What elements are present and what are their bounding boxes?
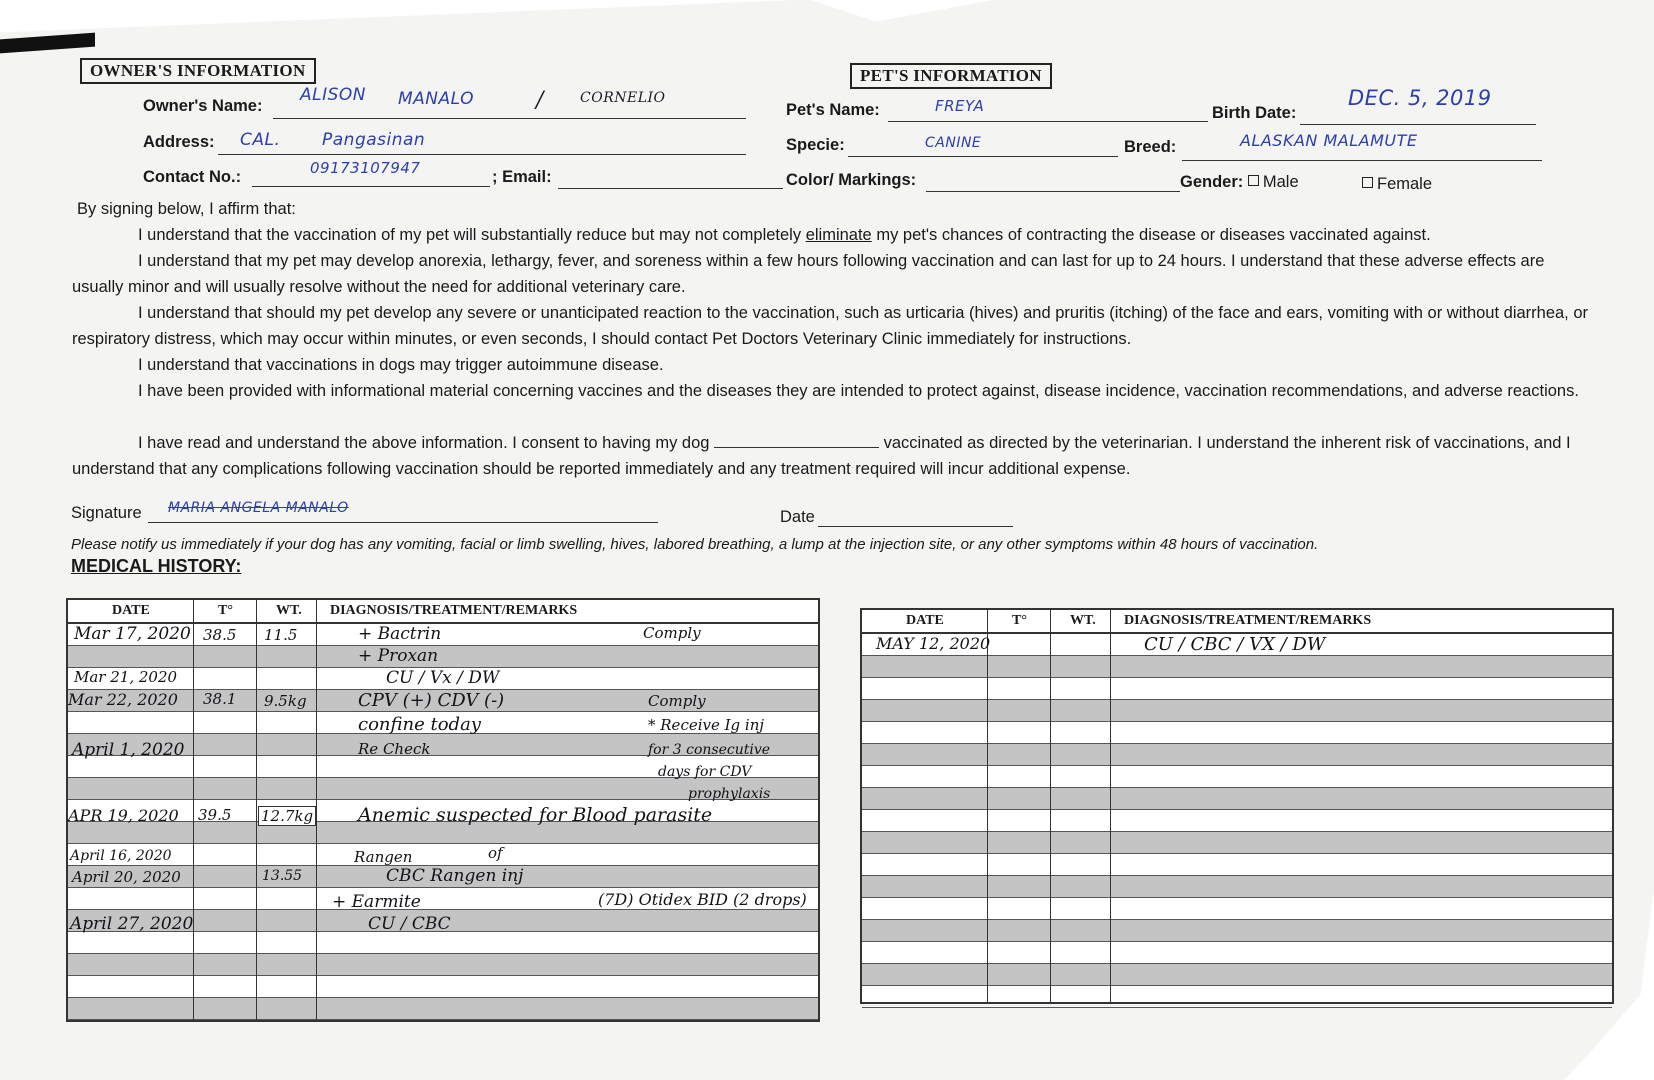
owner-name-line [273, 118, 746, 119]
column-divider [1110, 610, 1111, 1002]
email-line [558, 188, 783, 189]
entry-date: MAY 12, 2020 [876, 634, 991, 653]
column-divider [193, 600, 194, 1020]
pet-name-value: FREYA [935, 97, 985, 115]
entry-date: April 20, 2020 [72, 868, 181, 886]
column-divider [316, 600, 317, 1020]
email-label: ; Email: [492, 168, 552, 186]
specie-line [848, 156, 1118, 157]
entry-date: Mar 21, 2020 [74, 668, 178, 686]
entry-remarks: + Proxan [358, 646, 439, 666]
owner-section-title: OWNER'S INFORMATION [80, 58, 316, 84]
header-remarks: DIAGNOSIS/TREATMENT/REMARKS [1124, 613, 1372, 628]
medical-history-table-right [860, 608, 1614, 1004]
table-header [68, 600, 818, 624]
entry-weight: 13.55 [262, 868, 303, 884]
entry-remarks: Anemic suspected for Blood parasite [358, 804, 713, 826]
specie-value: CANINE [925, 135, 982, 151]
header-temp: T° [218, 603, 233, 618]
address-label: Address: [143, 133, 215, 151]
entry-note: prophylaxis [688, 786, 771, 802]
table-row [68, 646, 818, 668]
pet-section-title: PET'S INFORMATION [850, 63, 1052, 89]
table-row [68, 998, 818, 1020]
table-row [862, 744, 1612, 766]
entry-weight: 12.7kg [258, 806, 316, 826]
signature-label: Signature [71, 504, 142, 522]
table-row [862, 986, 1612, 1008]
address-value-2: Pangasinan [322, 130, 426, 150]
table-row [862, 766, 1612, 788]
gender-label-text: Gender: [1180, 173, 1244, 191]
date-label: Date [780, 508, 815, 526]
p6-text-a: I have read and understand the above information. I consent to having my dog [138, 434, 715, 452]
entry-note: days for CDV [658, 764, 752, 780]
male-text: Male [1262, 173, 1299, 191]
table-row [862, 876, 1612, 898]
table-row [68, 844, 818, 866]
table-header [862, 610, 1612, 634]
entry-temp: 38.1 [203, 690, 237, 708]
table-row [862, 810, 1612, 832]
entry-date: April 1, 2020 [72, 740, 185, 760]
entry-date: Mar 17, 2020 [74, 624, 191, 644]
dog-name-blank[interactable] [714, 433, 879, 448]
consent-paragraph-4: I understand that vaccinations in dogs may trigger autoimmune disease. [138, 356, 664, 374]
consent-paragraph-3: I understand that should my pet develop any severe or unanticipated reaction to the vaccination, such as urticaria (hives) and pruritis (itching) of the face and ears, vomiting with or without diarrhea, or respiratory distress, which may occur within minutes, or even seconds, I should contact Pet Doctors Veterinary Clinic immediately for instructions. [72, 304, 1589, 348]
consent-intro: By signing below, I affirm that: [77, 200, 296, 218]
entry-weight: 9.5kg [264, 692, 307, 710]
table-row [862, 964, 1612, 986]
owner-name-value-2: MANALO [398, 89, 474, 109]
entry-remarks: Rangen [354, 848, 413, 866]
birth-date-line [1300, 124, 1536, 125]
medical-history-table-left [66, 598, 820, 1022]
female-text: Female [1377, 175, 1433, 193]
entry-note: (7D) Otidex BID (2 drops) [598, 890, 807, 909]
entry-weight: 11.5 [264, 626, 298, 644]
female-checkbox[interactable] [1362, 177, 1373, 188]
gender-option-female[interactable] [1362, 175, 1432, 194]
birth-date-value: DEC. 5, 2019 [1348, 86, 1492, 110]
entry-remarks: + Earmite [332, 892, 421, 912]
owner-name-separator: / [536, 88, 544, 113]
consent-paragraph-2: I understand that my pet may develop anorexia, lethargy, fever, and soreness within a few hours following vaccination and can last for up to 24 hours. I understand that these adverse effects are usually minor and will usually resolve without the need for additional veterinary care. [72, 252, 1545, 296]
table-row [862, 722, 1612, 744]
owner-name-label: Owner's Name: [143, 97, 263, 115]
entry-remarks: CU / CBC / VX / DW [1144, 634, 1326, 655]
contact-value: 09173107947 [310, 159, 421, 177]
entry-temp: 39.5 [198, 806, 232, 824]
header-remarks: DIAGNOSIS/TREATMENT/REMARKS [330, 603, 578, 618]
table-row [68, 954, 818, 976]
consent-paragraph-1 [72, 222, 1592, 248]
table-row [862, 832, 1612, 854]
breed-value: ALASKAN MALAMUTE [1240, 131, 1418, 150]
entry-note: * Receive Ig inj [648, 716, 765, 734]
entry-temp: 38.5 [203, 626, 237, 644]
address-line [218, 154, 746, 155]
specie-label: Specie: [786, 136, 845, 154]
male-checkbox[interactable] [1248, 175, 1259, 186]
header-temp: T° [1012, 613, 1027, 628]
color-markings-line [926, 191, 1180, 192]
owner-name-value-3: CORNELIO [580, 90, 666, 106]
table-row [68, 976, 818, 998]
entry-note: of [488, 844, 503, 862]
entry-date: April 16, 2020 [70, 848, 172, 864]
column-divider [256, 600, 257, 1020]
notice-text: Please notify us immediately if your dog has any vomiting, facial or limb swelling, hives, labored breathing, a lump at the injection site, or any other symptoms within 48 hours of vaccination. [71, 536, 1319, 553]
breed-line [1182, 160, 1542, 161]
signature-value: MARIA ANGELA MANALO [168, 500, 349, 516]
header-weight: WT. [276, 603, 302, 618]
entry-note: for 3 consecutive [648, 742, 771, 758]
table-row [862, 656, 1612, 678]
column-divider [1050, 610, 1051, 1002]
medical-history-title: MEDICAL HISTORY: [71, 556, 242, 576]
consent-paragraph-6 [72, 430, 1592, 482]
p6-text-b: vaccinated as directed by the veterinarian. I understand the inherent risk of vaccinations, and I understand that any complications following vaccination should be reported immediately and any treatment required will incur additional expense. [72, 434, 1571, 478]
address-value-1: CAL. [240, 130, 281, 150]
entry-remarks: CBC Rangen inj [386, 866, 524, 886]
date-line [818, 526, 1013, 527]
entry-date: April 27, 2020 [70, 914, 194, 934]
entry-remarks: CPV (+) CDV (-) [358, 690, 505, 711]
entry-remarks: confine today [358, 714, 481, 735]
birth-date-label: Birth Date: [1212, 104, 1297, 122]
p1-text-b: my pet's chances of contracting the disease or diseases vaccinated against. [871, 226, 1431, 244]
contact-line [252, 186, 490, 187]
p1-underlined: eliminate [805, 226, 872, 244]
header-weight: WT. [1070, 613, 1096, 628]
table-row [862, 920, 1612, 942]
table-row [862, 854, 1612, 876]
owner-name-value-1: ALISON [300, 85, 367, 105]
entry-date: APR 19, 2020 [68, 806, 179, 825]
breed-label: Breed: [1124, 138, 1177, 156]
table-row [862, 898, 1612, 920]
entry-remarks: CU / CBC [368, 914, 451, 934]
gender-label [1180, 173, 1299, 192]
table-row [862, 700, 1612, 722]
pet-name-label: Pet's Name: [786, 101, 880, 119]
entry-note: Comply [648, 692, 706, 710]
entry-date: Mar 22, 2020 [68, 690, 178, 709]
header-date: DATE [906, 613, 944, 628]
pet-name-line [888, 121, 1208, 122]
p1-text-a: I understand that the vaccination of my pet will substantially reduce but may not completely [138, 226, 806, 244]
table-row [862, 788, 1612, 810]
header-date: DATE [112, 603, 150, 618]
entry-note: Comply [643, 624, 701, 642]
table-row [68, 932, 818, 954]
signature-line [148, 522, 658, 523]
consent-paragraph-5: I have been provided with informational material concerning vaccines and the diseases they are intended to protect against, disease incidence, vaccination recommendations, and adverse reactions. [138, 382, 1579, 400]
entry-remarks: Re Check [358, 740, 431, 758]
contact-label: Contact No.: [143, 168, 242, 186]
color-markings-label: Color/ Markings: [786, 171, 917, 189]
entry-remarks: CU / Vx / DW [386, 668, 500, 688]
table-row [862, 678, 1612, 700]
gender-option-male[interactable] [1248, 173, 1299, 191]
table-row [862, 942, 1612, 964]
column-divider [987, 610, 988, 1002]
entry-remarks: + Bactrin [358, 624, 442, 644]
